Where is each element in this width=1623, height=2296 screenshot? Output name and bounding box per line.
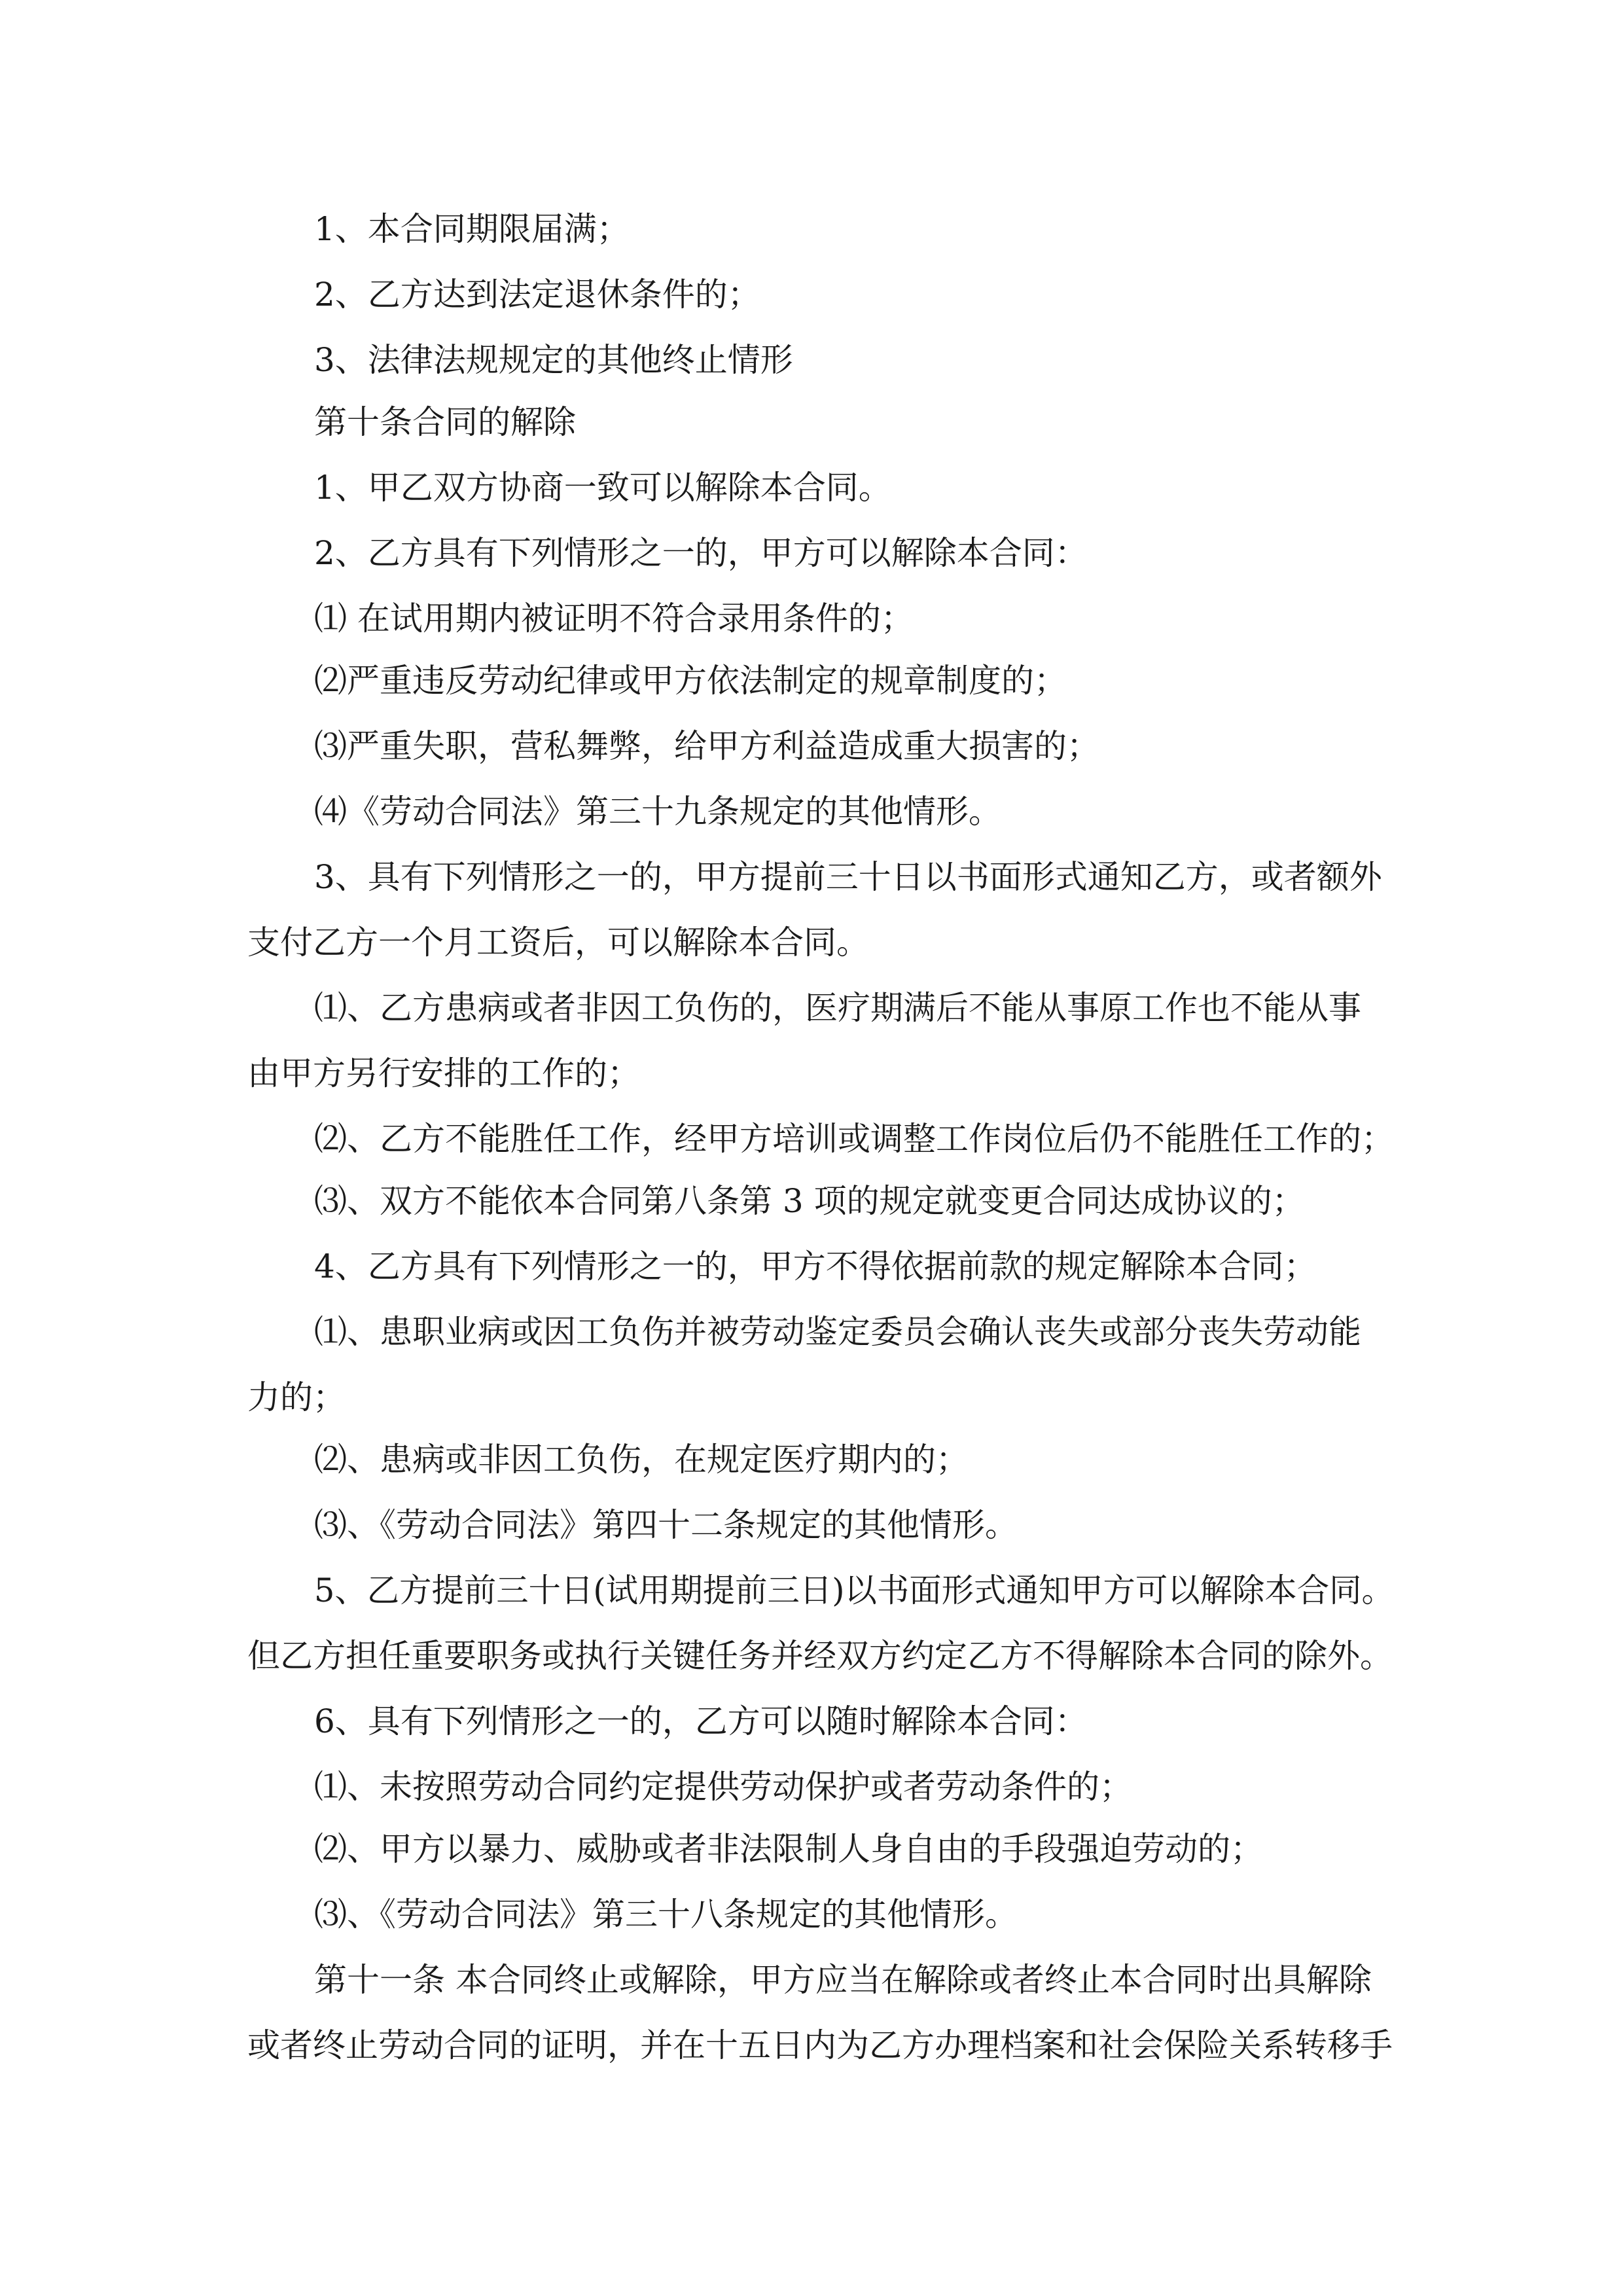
text-line: 6、具有下列情形之一的，乙方可以随时解除本合同： <box>314 1702 1088 1740</box>
text-line: ⑴、患职业病或因工负伤并被劳动鉴定委员会确认丧失或部分丧失劳动能 <box>314 1313 1361 1351</box>
text-line: 支付乙方一个月工资后，可以解除本合同。 <box>247 924 869 961</box>
text-line: ⑶严重失职，营私舞弊，给甲方利益造成重大损害的； <box>314 727 1099 765</box>
text-line: ⑶、双方不能依本合同第八条第 3 项的规定就变更合同达成协议的； <box>314 1182 1305 1220</box>
text-line: 4、乙方具有下列情形之一的，甲方不得依据前款的规定解除本合同； <box>314 1247 1317 1285</box>
text-line: 1、本合同期限届满； <box>314 210 630 248</box>
text-line: ⑴、未按照劳动合同约定提供劳动保护或者劳动条件的； <box>314 1768 1132 1806</box>
text-line: 5、乙方提前三十日(试用期提前三日)以书面形式通知甲方可以解除本合同。 <box>314 1571 1394 1609</box>
text-line: 3、具有下列情形之一的，甲方提前三十日以书面形式通知乙方，或者额外 <box>314 858 1382 896</box>
text-line: ⑷《劳动合同法》第三十九条规定的其他情形。 <box>314 793 1001 831</box>
text-line: 或者终止劳动合同的证明，并在十五日内为乙方办理档案和社会保险关系转移手 <box>247 2026 1393 2064</box>
text-line: 3、法律法规规定的其他终止情形 <box>314 341 793 379</box>
text-line: 第十一条 本合同终止或解除，甲方应当在解除或者终止本合同时出具解除 <box>314 1961 1372 1999</box>
text-line: ⑵、患病或非因工负伤，在规定医疗期内的； <box>314 1441 969 1479</box>
text-line: ⑴、乙方患病或者非因工负伤的，医疗期满后不能从事原工作也不能从事 <box>314 989 1361 1027</box>
text-line: 由甲方另行安排的工作的； <box>247 1054 640 1092</box>
text-line: ⑴ 在试用期内被证明不符合录用条件的； <box>314 600 914 637</box>
text-line: 1、甲乙双方协商一致可以解除本合同。 <box>314 469 891 507</box>
section-heading: 第十条合同的解除 <box>314 403 576 441</box>
text-line: 2、乙方达到法定退休条件的； <box>314 276 760 314</box>
text-line: 2、乙方具有下列情形之一的，甲方可以解除本合同： <box>314 534 1088 572</box>
text-line: ⑵、乙方不能胜任工作，经甲方培训或调整工作岗位后仍不能胜任工作的； <box>314 1120 1394 1158</box>
text-line: ⑶、《劳动合同法》第四十二条规定的其他情形。 <box>314 1506 1018 1544</box>
text-line: ⑵严重违反劳动纪律或甲方依法制定的规章制度的； <box>314 662 1067 700</box>
text-line: ⑶、《劳动合同法》第三十八条规定的其他情形。 <box>314 1895 1018 1933</box>
text-line: 力的； <box>247 1378 346 1416</box>
text-line: 但乙方担任重要职务或执行关键任务并经双方约定乙方不得解除本合同的除外。 <box>247 1637 1393 1675</box>
text-line: ⑵、甲方以暴力、威胁或者非法限制人身自由的手段强迫劳动的； <box>314 1830 1263 1868</box>
